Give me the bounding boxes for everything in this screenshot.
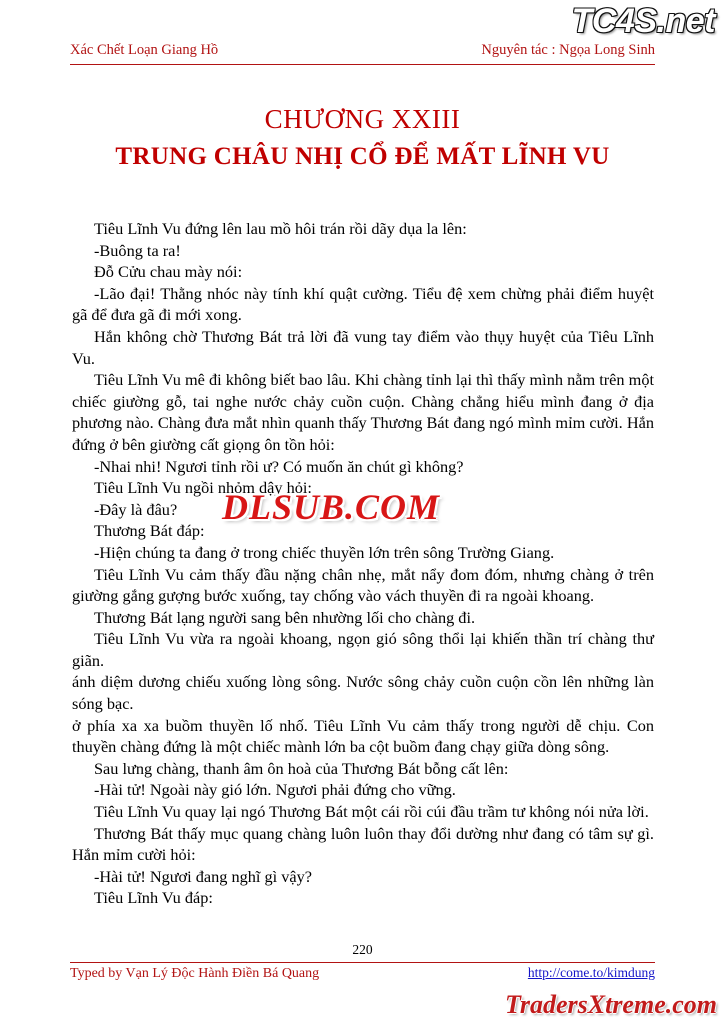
paragraph: Tiêu Lĩnh Vu mê đi không biết bao lâu. Khi chàng tỉnh lại thì thấy mình nằm trên một chiếc giường gỗ, tai nghe nước chảy cuồn cuộn. Chàng chẳng hiểu mình đang ở địa phương nào. Chàng đưa mắt nhìn quanh thấy Thương Bát đang ngó mình mỉm cười. Hắn đứng ở bên giường cất giọng ôn tồn hỏi:	[72, 370, 654, 454]
page-header	[70, 42, 655, 59]
chapter-number: CHƯƠNG XXIII	[264, 104, 461, 134]
paragraph: -Đây là đâu?	[94, 499, 178, 519]
paragraph: -Lão đại! Thằng nhóc này tính khí quật cường. Tiểu đệ xem chừng phải điểm huyệt gã để đưa gã đi mới xong.	[72, 283, 654, 325]
body-text	[72, 218, 654, 909]
watermark-center: DLSUB.COM	[222, 487, 441, 527]
paragraph: Hắn không chờ Thương Bát trả lời đã vung tay điểm vào thụy huyệt của Tiêu Lĩnh Vu.	[72, 326, 654, 368]
paragraph: Tiêu Lĩnh Vu đáp:	[94, 888, 213, 908]
paragraph: Tiêu Lĩnh Vu ngồi nhỏm dậy hỏi:	[94, 478, 312, 498]
header-book-title: Xác Chết Loạn Giang Hồ	[70, 42, 219, 58]
paragraph: Sau lưng chàng, thanh âm ôn hoà của Thương Bát bỗng cất lên:	[94, 758, 509, 778]
paragraph: Tiêu Lĩnh Vu đứng lên lau mồ hôi trán rồi dãy dụa la lên:	[94, 219, 467, 238]
paragraph: Tiêu Lĩnh Vu vừa ra ngoài khoang, ngọn gió sông thổi lại khiến thần trí chàng thư giãn.	[72, 629, 654, 670]
paragraph: Tiêu Lĩnh Vu quay lại ngó Thương Bát một cái rồi cúi đầu trầm tư không nói nửa lời.	[94, 802, 649, 822]
footer-typist-credit: Typed by Vạn Lý Độc Hành Điền Bá Quang	[70, 966, 320, 981]
paragraph: -Nhai nhi! Ngươi tỉnh rồi ư? Có muốn ăn chút gì không?	[94, 456, 464, 476]
paragraph: -Hiện chúng ta đang ở trong chiếc thuyền lớn trên sông Trường Giang.	[94, 542, 555, 562]
paragraph: Thương Bát thấy mục quang chàng luôn luôn thay đổi dường như đang có tâm sự gì. Hắn mỉm cười hỏi:	[72, 823, 654, 865]
header-author: Nguyên tác : Ngọa Long Sinh	[481, 42, 655, 58]
watermark-bottom-right: TradersXtreme.com	[504, 990, 717, 1019]
paragraph: ánh diệm dương chiếu xuống lòng sông. Nước sông chảy cuồn cuộn cồn lên những làn sóng bạc.	[72, 672, 654, 714]
paragraph: ở phía xa xa buồm thuyền lố nhố. Tiêu Lĩnh Vu cảm thấy trong người dễ chịu. Con thuyền chàng đứng là một chiếc mành lớn ba cột buồm đang chạy giữa dòng sông.	[72, 715, 654, 757]
footer-link[interactable]: http://come.to/kimdung	[527, 965, 655, 980]
page-number: 220	[352, 942, 373, 957]
paragraph: -Hài tử! Ngoài này gió lớn. Ngươi phải đứng cho vững.	[94, 780, 456, 800]
footer-divider	[70, 962, 655, 963]
paragraph: Thương Bát đáp:	[94, 521, 205, 541]
chapter-title: TRUNG CHÂU NHỊ CỔ ĐỂ MẤT LĨNH VU	[115, 143, 610, 170]
paragraph: Thương Bát lạng người sang bên nhường lối cho chàng đi.	[94, 607, 476, 627]
paragraph: Tiêu Lĩnh Vu cảm thấy đầu nặng chân nhẹ, mắt nẩy đom đóm, nhưng chàng ở trên giường gắng gượng bước xuống, tay chống vào vách thuyền đi ra ngoài khoang.	[72, 564, 654, 606]
page-footer	[70, 965, 655, 982]
watermark-top-right: TC4S.net	[571, 2, 715, 40]
paragraph: -Hài tử! Ngươi đang nghĩ gì vậy?	[94, 866, 312, 886]
paragraph: -Buông ta ra!	[94, 240, 181, 260]
header-divider	[70, 64, 655, 65]
paragraph: Đỗ Cửu chau mày nói:	[94, 262, 243, 282]
